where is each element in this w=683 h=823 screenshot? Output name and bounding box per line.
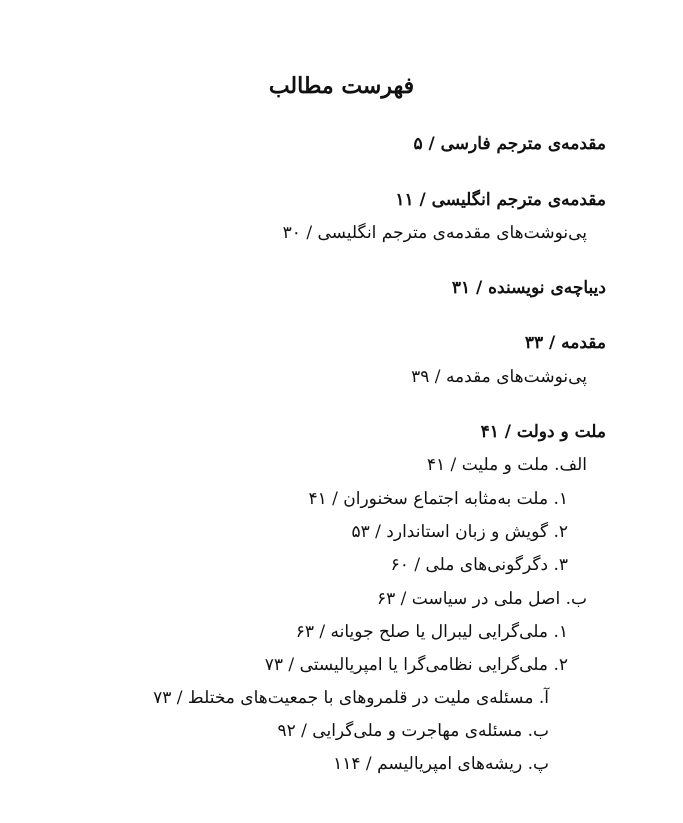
- toc-entry-b-1: ۱. ملی‌گرایی لیبرال یا صلح جویانه / ۶۳: [295, 622, 568, 642]
- toc-entry-a-2: ۲. گویش و زبان استاندارد / ۵۳: [351, 522, 568, 542]
- page-title: فهرست مطالب: [268, 73, 415, 99]
- toc-entry-nation-and-state: ملت و دولت / ۴۱: [480, 422, 606, 442]
- toc-entry-section-a: الف. ملت و ملیت / ۴۱: [426, 455, 587, 475]
- toc-entry-a-1: ۱. ملت به‌مثابه اجتماع سخنوران / ۴۱: [308, 489, 568, 509]
- toc-entry-a-3: ۳. دگرگونی‌های ملی / ۶۰: [390, 555, 568, 575]
- toc-entry-b-2-a: آ. مسئله‌ی ملیت در قلمروهای با جمعیت‌های مختلط / ۷۳: [153, 688, 549, 708]
- toc-entry-english-preface-notes: پی‌نوشت‌های مقدمه‌ی مترجم انگلیسی / ۳۰: [282, 223, 587, 243]
- toc-entry-b-2: ۲. ملی‌گرایی نظامی‌گرا یا امپریالیستی / ۷۳: [264, 655, 568, 675]
- toc-entry-introduction-notes: پی‌نوشت‌های مقدمه / ۳۹: [411, 367, 587, 387]
- toc-entry-introduction: مقدمه / ۳۳: [524, 333, 606, 353]
- toc-entry-section-b: ب. اصل ملی در سیاست / ۶۳: [376, 589, 587, 609]
- toc-entry-b-2-b: ب. مسئله‌ی مهاجرت و ملی‌گرایی / ۹۲: [277, 721, 549, 741]
- toc-entry-translator-preface: مقدمه‌ی مترجم فارسی / ۵: [413, 134, 606, 154]
- toc-entry-author-foreword: دیباچه‌ی نویسنده / ۳۱: [451, 278, 606, 298]
- toc-entry-english-translator-preface: مقدمه‌ی مترجم انگلیسی / ۱۱: [395, 190, 606, 210]
- toc-entry-b-2-c: پ. ریشه‌های امپریالیسم / ۱۱۴: [333, 754, 549, 774]
